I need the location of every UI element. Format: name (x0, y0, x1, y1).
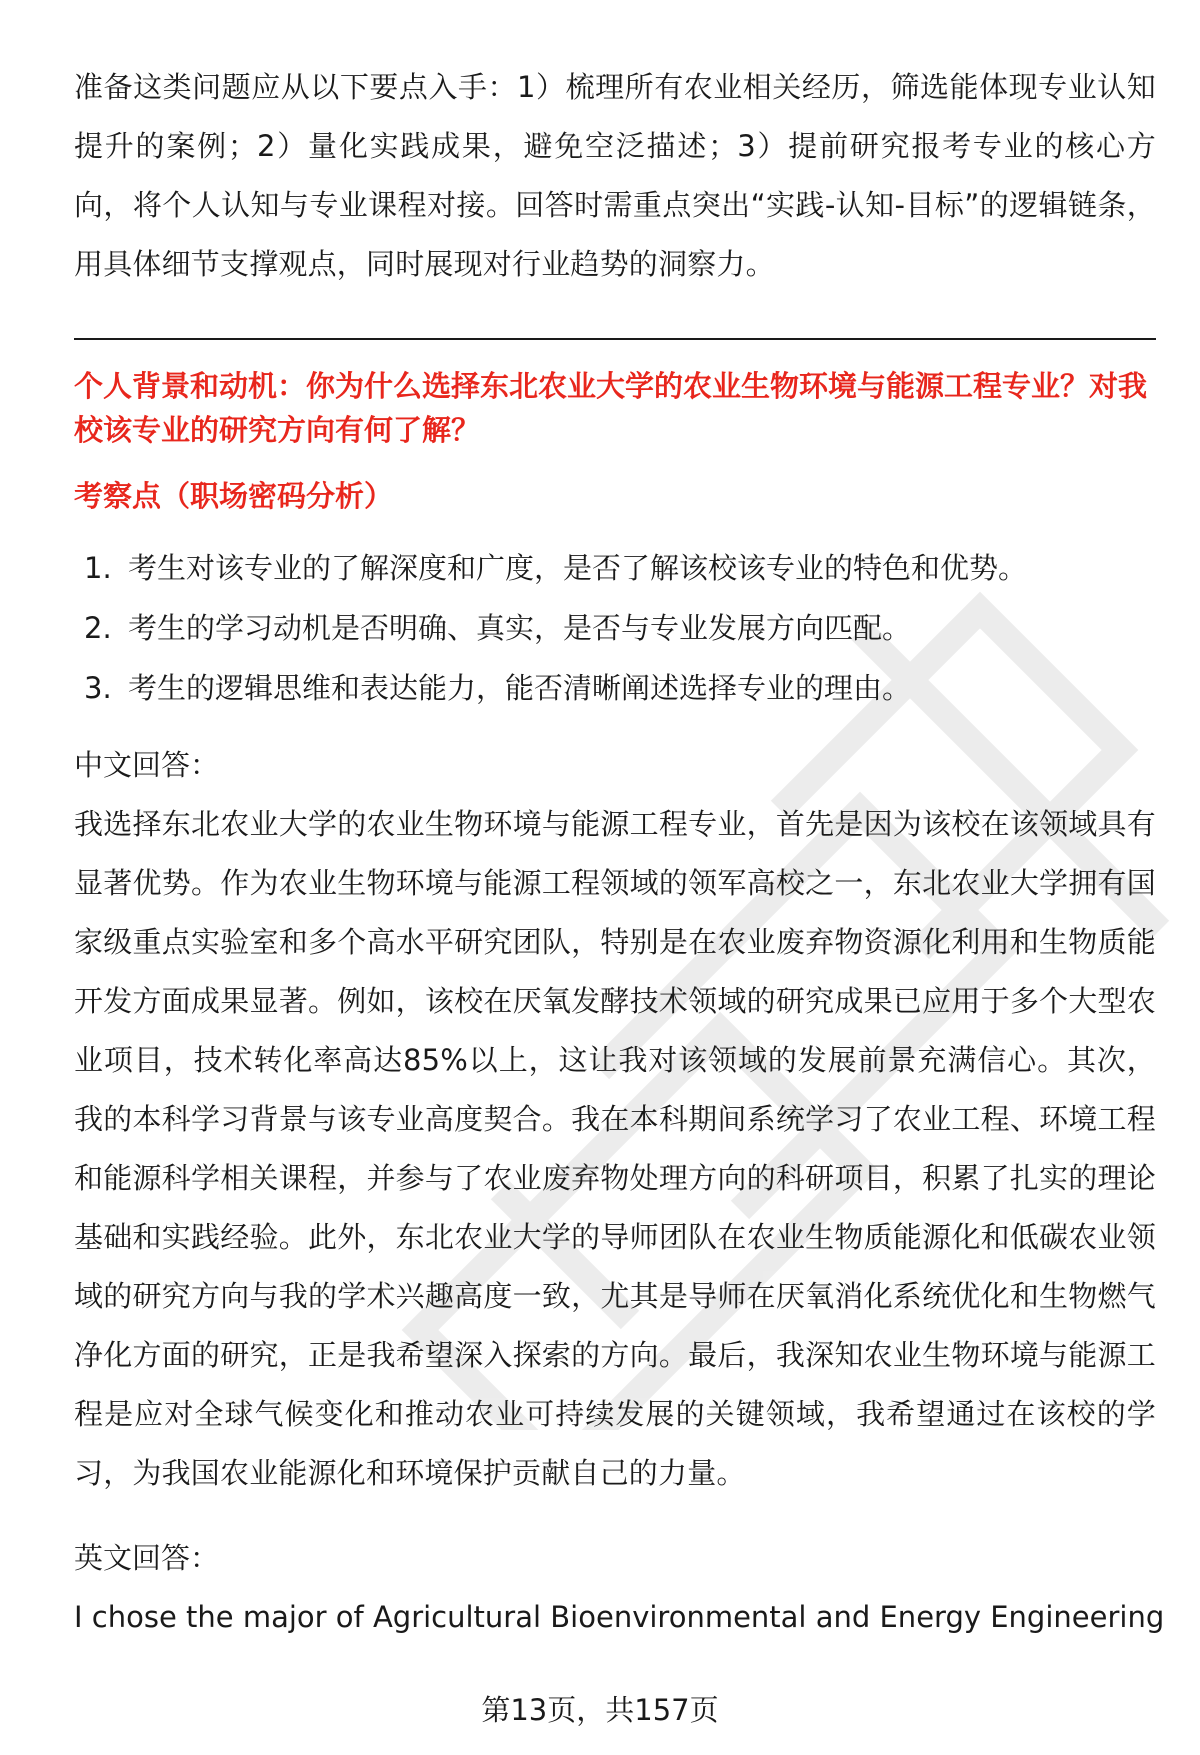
list-item (74, 538, 1156, 598)
assessment-heading: 考察点（职场密码分析） (74, 479, 394, 513)
assessment-list (74, 538, 1156, 718)
question-heading: 个人背景和动机：你为什么选择东北农业大学的农业生物环境与能源工程专业？对我校该专业的研究方向有何了解？ (74, 369, 1148, 447)
list-number: 1. (84, 551, 112, 585)
list-text: 考生的逻辑思维和表达能力，能否清晰阐述选择专业的理由。 (128, 671, 912, 705)
list-number: 2. (84, 611, 112, 645)
list-text: 考生的学习动机是否明确、真实，是否与专业发展方向匹配。 (128, 611, 912, 645)
english-answer: I chose the major of Agricultural Bioenvironmental and Energy Engineering (74, 1600, 1165, 1634)
page-footer: 第13页，共157页 (481, 1693, 719, 1727)
list-item (74, 598, 1156, 658)
list-text: 考生对该专业的了解深度和广度，是否了解该校该专业的特色和优势。 (128, 551, 1028, 585)
list-number: 3. (84, 671, 112, 705)
chinese-answer: 我选择东北农业大学的农业生物环境与能源工程专业，首先是因为该校在该领域具有显著优势。作为农业生物环境与能源工程领域的领军高校之一，东北农业大学拥有国家级重点实验室和多个高水平研究团队，特别是在农业废弃物资源化利用和生物质能开发方面成果显著。例如，该校在厌氧发酵技术领域的研究成果已应用于多个大型农业项目，技术转化率高达85%以上，这让我对该领域的发展前景充满信心。其次，我的本科学习背景与该专业高度契合。我在本科期间系统学习了农业工程、环境工程和能源科学相关课程，并参与了农业废弃物处理方向的科研项目，积累了扎实的理论基础和实践经验。此外，东北农业大学的导师团队在农业生物质能源化和低碳农业领域的研究方向与我的学术兴趣高度一致，尤其是导师在厌氧消化系统优化和生物燃气净化方面的研究，正是我希望深入探索的方向。最后，我深知农业生物环境与能源工程是应对全球气候变化和推动农业可持续发展的关键领域，我希望通过在该校的学习，为我国农业能源化和环境保护贡献自己的力量。 (74, 807, 1156, 1490)
list-item (74, 658, 1156, 718)
intro-paragraph: 准备这类问题应从以下要点入手：1）梳理所有农业相关经历，筛选能体现专业认知提升的案例；2）量化实践成果，避免空泛描述；3）提前研究报考专业的核心方向，将个人认知与专业课程对接。回答时需重点突出“实践-认知-目标”的逻辑链条，用具体细节支撑观点，同时展现对行业趋势的洞察力。 (74, 70, 1156, 281)
section-divider (74, 338, 1156, 340)
chinese-answer-label: 中文回答： (74, 748, 220, 782)
english-answer-label: 英文回答： (74, 1541, 220, 1575)
page-content (74, 58, 1165, 1647)
